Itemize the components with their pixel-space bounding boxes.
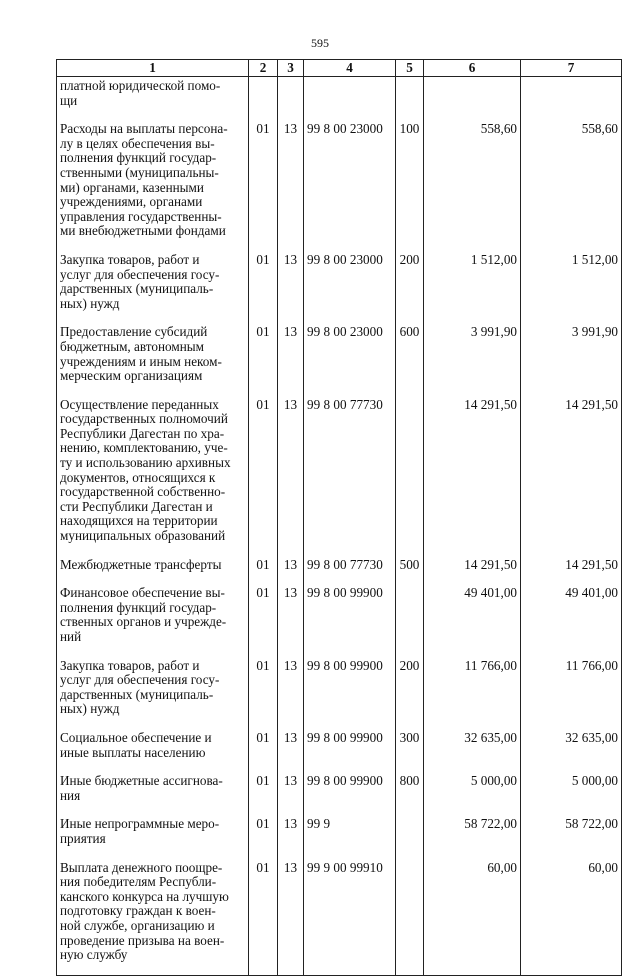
- row-name-cell: [57, 253, 249, 325]
- amount-cell: [424, 325, 521, 397]
- cell-text: Межбюджетные трансферты: [60, 556, 222, 572]
- column-header: 5: [396, 60, 424, 77]
- target-article-cell: [304, 731, 396, 774]
- cell-text: 01: [256, 816, 270, 832]
- expense-type-cell: [396, 253, 424, 325]
- amount-cell: [521, 659, 622, 731]
- cell-text: Социальное обеспечение и иные выплаты населению: [60, 729, 212, 760]
- cell-text: 558,60: [581, 121, 618, 137]
- row-name-cell: [57, 774, 249, 817]
- cell-text: Предоставление субсидий бюджетным, автономным учреждениям и иным неком- мерческим организациям: [60, 324, 222, 384]
- table-row: [57, 731, 622, 774]
- cell-text: 200: [399, 657, 420, 673]
- target-article-cell: [304, 122, 396, 253]
- cell-text: платной юридической помо- щи: [60, 78, 221, 108]
- cell-text: 99 8 00 99900: [307, 773, 383, 789]
- table-row: [57, 398, 622, 558]
- row-name-cell: [57, 325, 249, 397]
- cell-text: Иные непрограммные меро- приятия: [60, 816, 220, 846]
- table-row: [57, 253, 622, 325]
- expense-type-cell: [396, 774, 424, 817]
- cell-text: 14 291,50: [565, 396, 618, 412]
- cell-text: 01: [256, 396, 270, 412]
- cell-text: 13: [283, 859, 298, 875]
- expense-type-cell: [396, 77, 424, 123]
- cell-text: Расходы на выплаты персона- лу в целях обеспечения вы- полнения функций государ- ственными (муниципальны- ми) органами, казенными учреждениями, органами управления государственны- ми внебюджетными фондами: [60, 121, 228, 239]
- expense-type-cell: [396, 122, 424, 253]
- expense-type-cell: [396, 586, 424, 658]
- cell-text: 600: [399, 324, 420, 340]
- target-article-cell: [304, 817, 396, 860]
- cell-text: 32 635,00: [565, 729, 618, 745]
- section-code-cell: [249, 325, 278, 397]
- amount-cell: [424, 774, 521, 817]
- section-code-cell: [249, 817, 278, 860]
- table-row: [57, 325, 622, 397]
- subsection-code-cell: [278, 77, 304, 123]
- cell-text: 01: [256, 657, 270, 673]
- section-code-cell: [249, 659, 278, 731]
- expense-type-cell: [396, 558, 424, 587]
- section-code-cell: [249, 586, 278, 658]
- cell-text: 5 000,00: [571, 773, 618, 789]
- cell-text: 32 635,00: [464, 729, 517, 745]
- subsection-code-cell: [278, 861, 304, 976]
- cell-text: 01: [256, 121, 270, 137]
- subsection-code-cell: [278, 122, 304, 253]
- cell-text: 01: [256, 556, 270, 572]
- cell-text: Закупка товаров, работ и услуг для обеспечения госу- дарственных (муниципаль- ных) нужд: [60, 251, 220, 311]
- cell-text: 11 766,00: [565, 657, 618, 673]
- row-name-cell: [57, 122, 249, 253]
- cell-text: 14 291,50: [464, 556, 517, 572]
- cell-text: 1 512,00: [470, 251, 517, 267]
- cell-text: 99 9 00 99910: [307, 859, 383, 875]
- expense-type-cell: [396, 398, 424, 558]
- page-number: 595: [311, 36, 329, 50]
- cell-text: Финансовое обеспечение вы- полнения функций государ- ственных органов и учрежде- ний: [60, 585, 227, 644]
- cell-text: Закупка товаров, работ и услуг для обеспечения госу- дарственных (муниципаль- ных) нужд: [60, 657, 220, 717]
- subsection-code-cell: [278, 558, 304, 587]
- amount-cell: [424, 122, 521, 253]
- section-code-cell: [249, 398, 278, 558]
- cell-text: 300: [399, 729, 420, 745]
- section-code-cell: [249, 861, 278, 976]
- amount-cell: [521, 817, 622, 860]
- subsection-code-cell: [278, 325, 304, 397]
- table-row: [57, 659, 622, 731]
- cell-text: Иные бюджетные ассигнова- ния: [60, 773, 223, 803]
- amount-cell: [521, 253, 622, 325]
- cell-text: 01: [256, 859, 270, 875]
- column-header: 1: [57, 60, 249, 77]
- cell-text: 99 8 00 77730: [307, 556, 383, 572]
- cell-text: 01: [256, 251, 270, 267]
- subsection-code-cell: [278, 817, 304, 860]
- target-article-cell: [304, 325, 396, 397]
- cell-text: 13: [283, 396, 298, 412]
- section-code-cell: [249, 774, 278, 817]
- cell-text: 100: [399, 121, 420, 137]
- amount-cell: [521, 558, 622, 587]
- cell-text: 99 8 00 23000: [307, 324, 383, 340]
- column-header: 4: [304, 60, 396, 77]
- cell-text: 13: [283, 324, 298, 340]
- section-code-cell: [249, 122, 278, 253]
- cell-text: 13: [283, 251, 298, 267]
- cell-text: 01: [256, 324, 270, 340]
- expense-type-cell: [396, 861, 424, 976]
- table-row: [57, 77, 622, 123]
- subsection-code-cell: [278, 731, 304, 774]
- cell-text: 558,60: [480, 121, 517, 137]
- cell-text: 11 766,00: [464, 657, 517, 673]
- cell-text: 58 722,00: [565, 816, 618, 832]
- cell-text: 800: [399, 773, 420, 789]
- cell-text: 14 291,50: [464, 396, 517, 412]
- cell-text: 13: [283, 657, 298, 673]
- table-row: [57, 122, 622, 253]
- cell-text: 99 8 00 77730: [307, 396, 383, 412]
- cell-text: 13: [283, 556, 298, 572]
- amount-cell: [424, 659, 521, 731]
- table-header-row: [57, 60, 622, 77]
- expense-type-cell: [396, 659, 424, 731]
- cell-text: 13: [283, 773, 298, 789]
- amount-cell: [521, 398, 622, 558]
- row-name-cell: [57, 586, 249, 658]
- target-article-cell: [304, 861, 396, 976]
- budget-table: [56, 59, 622, 976]
- section-code-cell: [249, 253, 278, 325]
- row-name-cell: [57, 817, 249, 860]
- cell-text: 500: [399, 556, 420, 572]
- target-article-cell: [304, 586, 396, 658]
- subsection-code-cell: [278, 253, 304, 325]
- section-code-cell: [249, 77, 278, 123]
- target-article-cell: [304, 77, 396, 123]
- cell-text: 13: [283, 585, 298, 601]
- cell-text: 99 9: [307, 816, 331, 832]
- cell-text: 13: [283, 121, 298, 137]
- cell-text: Осуществление переданных государственных полномочий Республики Дагестан по хра- нению, комплектованию, уче- ту и использованию архивных документов, относящихся к государственной собственно- сти Республики Дагестан и находящихся на территории муниципальных образований: [60, 396, 231, 544]
- cell-text: 13: [283, 729, 298, 745]
- cell-text: 01: [256, 585, 270, 601]
- subsection-code-cell: [278, 659, 304, 731]
- cell-text: 49 401,00: [464, 585, 517, 601]
- target-article-cell: [304, 398, 396, 558]
- section-code-cell: [249, 558, 278, 587]
- amount-cell: [424, 398, 521, 558]
- column-header: 7: [521, 60, 622, 77]
- amount-cell: [424, 253, 521, 325]
- cell-text: 01: [256, 773, 270, 789]
- cell-text: 14 291,50: [565, 556, 618, 572]
- column-header: 6: [424, 60, 521, 77]
- table-row: [57, 774, 622, 817]
- cell-text: 3 991,90: [470, 324, 517, 340]
- amount-cell: [521, 77, 622, 123]
- cell-text: 200: [399, 251, 420, 267]
- amount-cell: [521, 861, 622, 976]
- amount-cell: [424, 558, 521, 587]
- cell-text: 99 8 00 99900: [307, 729, 383, 745]
- amount-cell: [521, 774, 622, 817]
- table-row: [57, 861, 622, 976]
- cell-text: 58 722,00: [464, 816, 517, 832]
- row-name-cell: [57, 77, 249, 123]
- amount-cell: [521, 731, 622, 774]
- section-code-cell: [249, 731, 278, 774]
- amount-cell: [424, 586, 521, 658]
- row-name-cell: [57, 398, 249, 558]
- target-article-cell: [304, 558, 396, 587]
- expense-type-cell: [396, 325, 424, 397]
- cell-text: Выплата денежного поощре- ния победителям Республи- канского конкурса на лучшую подготовку граждан к воен- ной службе, организацию и проведение призыва на воен- ную службу: [60, 859, 229, 963]
- amount-cell: [424, 861, 521, 976]
- table-row: [57, 558, 622, 587]
- subsection-code-cell: [278, 774, 304, 817]
- column-header: 3: [278, 60, 304, 77]
- target-article-cell: [304, 659, 396, 731]
- cell-text: 99 8 00 23000: [307, 121, 383, 137]
- column-header: 2: [249, 60, 278, 77]
- table-row: [57, 817, 622, 860]
- amount-cell: [521, 122, 622, 253]
- subsection-code-cell: [278, 398, 304, 558]
- expense-type-cell: [396, 731, 424, 774]
- expense-type-cell: [396, 817, 424, 860]
- row-name-cell: [57, 659, 249, 731]
- amount-cell: [424, 817, 521, 860]
- amount-cell: [424, 77, 521, 123]
- cell-text: 1 512,00: [571, 251, 618, 267]
- amount-cell: [424, 731, 521, 774]
- cell-text: 60,00: [588, 859, 618, 875]
- amount-cell: [521, 325, 622, 397]
- cell-text: 49 401,00: [565, 585, 618, 601]
- cell-text: 5 000,00: [470, 773, 517, 789]
- cell-text: 13: [283, 816, 298, 832]
- cell-text: 99 8 00 23000: [307, 251, 383, 267]
- row-name-cell: [57, 731, 249, 774]
- row-name-cell: [57, 861, 249, 976]
- cell-text: 3 991,90: [571, 324, 618, 340]
- cell-text: 60,00: [487, 859, 517, 875]
- amount-cell: [521, 586, 622, 658]
- target-article-cell: [304, 253, 396, 325]
- cell-text: 01: [256, 729, 270, 745]
- table-row: [57, 586, 622, 658]
- subsection-code-cell: [278, 586, 304, 658]
- target-article-cell: [304, 774, 396, 817]
- cell-text: 99 8 00 99900: [307, 657, 383, 673]
- row-name-cell: [57, 558, 249, 587]
- table-body: [57, 77, 622, 976]
- cell-text: 99 8 00 99900: [307, 585, 383, 601]
